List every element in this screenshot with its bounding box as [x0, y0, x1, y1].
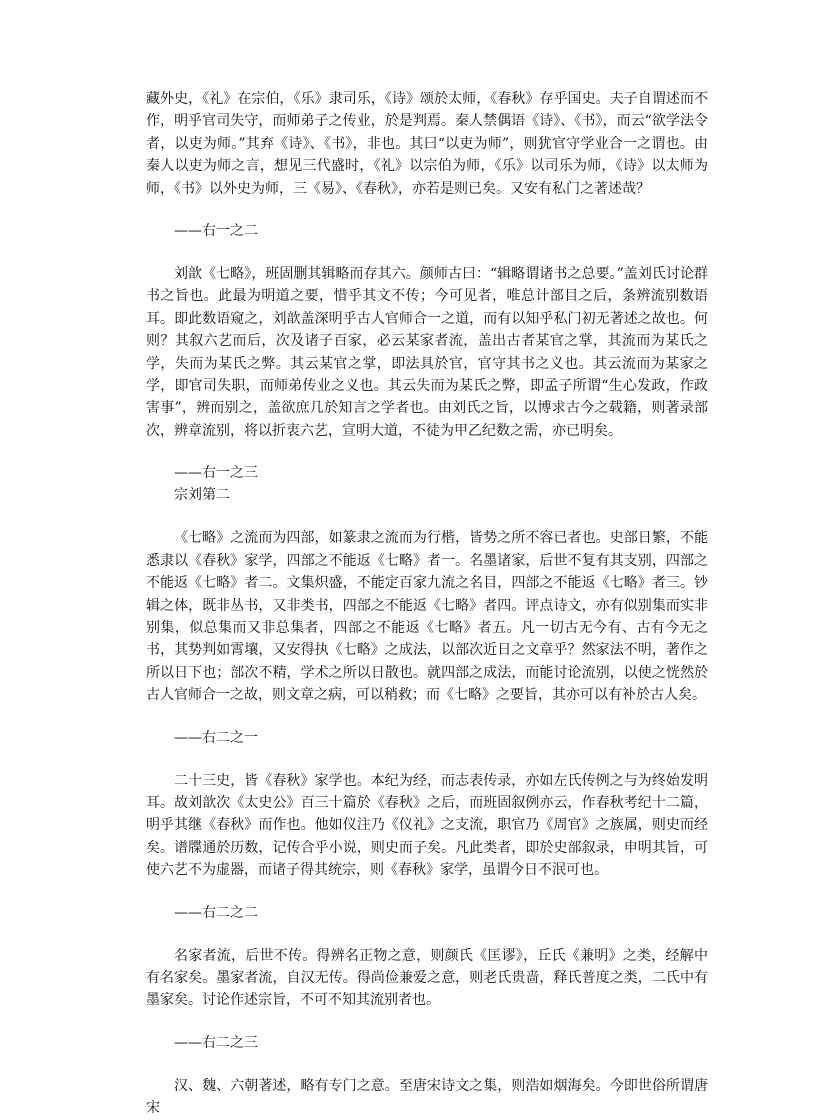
paragraph-1: 藏外史，《礼》在宗伯，《乐》隶司乐，《诗》颂於太师，《春秋》存乎国史。夫子自谓述而不作，明乎官司失守，而师弟子之传业，於是判焉。秦人禁偶语《诗》、《书》，而云“欲学法令者，以吏为师。”其弃《诗》、《书》，非也。其曰“以吏为师”，则犹官守学业合一之谓也。由秦人以吏为师之言，想见三代盛时，《礼》以宗伯为师，《乐》以司乐为师，《诗》以太师为师，《书》以外史为师，三《易》、《春秋》，亦若是则已矣。又安有私门之著述哉？ — [146, 91, 708, 197]
paragraph-2: 刘歆《七略》，班固删其辑略而存其六。颜师古曰：“辑略谓诸书之总要。”盖刘氏讨论群书之旨也。此最为明道之要，惜乎其文不传；今可见者，唯总计部目之后，条辨流别数语耳。即此数语窥之，刘歆盖深明乎古人官师合一之道，而有以知乎私门初无著述之故也。何则？其叙六艺而后，次及诸子百家，必云某家者流，盖出古者某官之掌，其流而为某氏之学，失而为某氏之弊。其云某官之掌，即法具於官，官守其书之义也。其云流而为某家之学，即官司失职，而师弟传业之义也。其云失而为某氏之弊，即孟子所谓“生心发政，作政害事”，辨而别之，盖欲庶几於知言之学者也。由刘氏之旨，以博求古今之载籍，则著录部次，辨章流别，将以折衷六艺，宣明大道，不徒为甲乙纪数之需，亦已明矣。 — [146, 266, 708, 439]
section-marker-2-2: ——右二之二 — [174, 904, 258, 921]
section-marker-2-1: ——右二之一 — [174, 729, 258, 746]
section-marker-1-3: ——右一之三 — [174, 465, 258, 482]
section-marker-1-2: ——右一之二 — [174, 223, 258, 240]
paragraph-3: 《七略》之流而为四部，如篆隶之流而为行楷，皆势之所不容已者也。史部日繁，不能悉隶以《春秋》家学，四部之不能返《七略》者一。名墨诸家，后世不复有其支别，四部之不能返《七略》者二。文集炽盛，不能定百家九流之名目，四部之不能返《七略》者三。钞辑之体，既非丛书，又非类书，四部之不能返《七略》者四。评点诗文，亦有似别集而实非别集，似总集而又非总集者，四部之不能返《七略》者五。凡一切古无今有、古有今无之书，其势判如霄壤，又安得执《七略》之成法，以部次近日之文章乎？然家法不明，著作之所以日下也；部次不精，学术之所以日散也。就四部之成法，而能讨论流别，以使之恍然於古人官师合一之故，则文章之病，可以稍救；而《七略》之要旨，其亦可以有补於古人矣。 — [146, 530, 708, 704]
section-marker-2-3: ——右二之三 — [174, 1034, 258, 1051]
paragraph-5: 名家者流，后世不传。得辨名正物之意，则颜氏《匡谬》，丘氏《兼明》之类，经解中有名家矣。墨家者流，自汉无传。得尚俭兼爱之意，则老氏贵啬，释氏普度之类，二氏中有墨家矣。讨论作述宗旨，不可不知其流别者也。 — [146, 947, 708, 1009]
paragraph-6: 汉、魏、六朝著述，略有专门之意。至唐宋诗文之集，则浩如烟海矣。今即世俗所谓唐宋 — [146, 1077, 708, 1117]
paragraph-4: 二十三史，皆《春秋》家学也。本纪为经，而志表传录，亦如左氏传例之与为终始发明耳。故刘歆次《太史公》百三十篇於《春秋》之后，而班固叙例亦云，作春秋考纪十二篇，明乎其继《春秋》而作也。他如仪注乃《仪礼》之支流，职官乃《周官》之族属，则史而经矣。谱牒通於历数，记传合乎小说，则史而子矣。凡此类者，即於史部叙录，申明其旨，可使六艺不为虚器，而诸子得其统宗，则《春秋》家学，虽谓今日不泯可也。 — [146, 772, 708, 879]
section-heading: 宗刘第二 — [174, 487, 230, 504]
